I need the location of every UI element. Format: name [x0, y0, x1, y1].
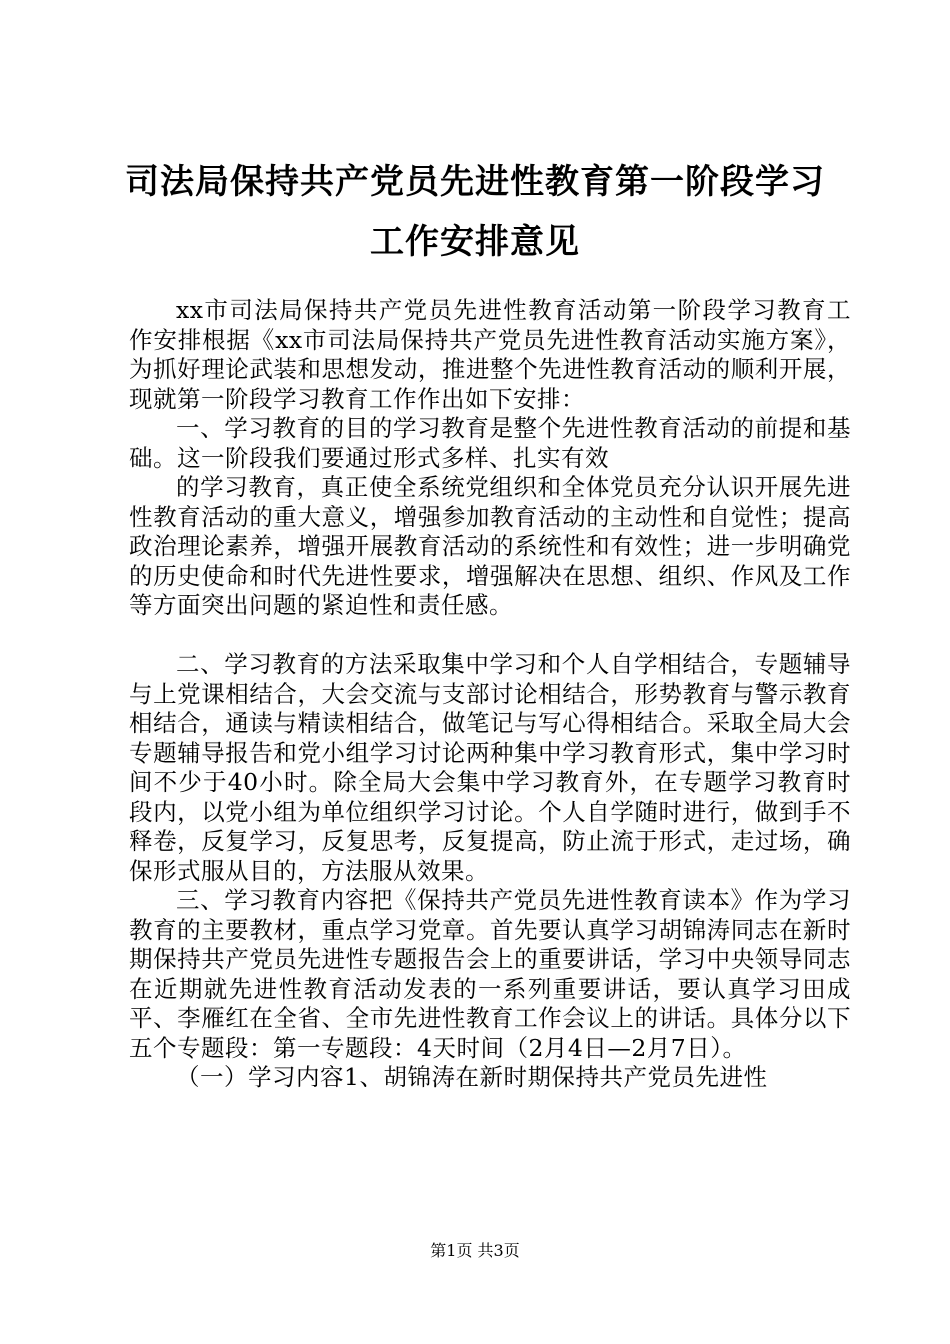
document-title: 司法局保持共产党员先进性教育第一阶段学习工作安排意见: [125, 162, 825, 262]
paragraph-section-2: 二、学习教育的方法采取集中学习和个人自学相结合，专题辅导与上党课相结合，大会交流与支部讨论相结合，形势教育与警示教育相结合，通读与精读相结合，做笔记与写心得相结合。采取全局大会专题辅导报告和党小组学习讨论两种集中学习教育形式，集中学习时间不少于40小时。除全局大会集中学习教育外，在专题学习教育时段内，以党小组为单位组织学习讨论。个人自学随时进行，做到手不释卷，反复学习，反复思考，反复提高，防止流于形式，走过场，确保形式服从目的，方法服从效果。: [129, 650, 851, 885]
paragraph-section-1-heading: 一、学习教育的目的学习教育是整个先进性教育活动的前提和基础。这一阶段我们要通过形式多样、扎实有效: [129, 414, 851, 472]
paragraph-intro: xx市司法局保持共产党员先进性教育活动第一阶段学习教育工作安排根据《xx市司法局保持共产党员先进性教育活动实施方案》，为抓好理论武装和思想发动，推进整个先进性教育活动的顺利开展，现就第一阶段学习教育工作作出如下安排：: [129, 296, 851, 413]
paragraph-section-1-body: 的学习教育，真正使全系统党组织和全体党员充分认识开展先进性教育活动的重大意义，增强参加教育活动的主动性和自觉性；提高政治理论素养，增强开展教育活动的系统性和有效性；进一步明确党的历史使命和时代先进性要求，增强解决在思想、组织、作风及工作等方面突出问题的紧迫性和责任感。: [129, 473, 851, 619]
document-body: [129, 296, 851, 1093]
paragraph-spacer: [129, 621, 851, 651]
paragraph-section-3: 三、学习教育内容把《保持共产党员先进性教育读本》作为学习教育的主要教材，重点学习党章。首先要认真学习胡锦涛同志在新时期保持共产党员先进性专题报告会上的重要讲话，学习中央领导同志在近期就先进性教育活动发表的一系列重要讲话，要认真学习田成平、李雁红在全省、全市先进性教育工作会议上的讲话。具体分以下五个专题段：第一专题段：4天时间（2月4日—2月7日）。: [129, 886, 851, 1062]
page-number-footer: 第1页 共3页: [430, 1241, 520, 1260]
paragraph-subsection-1: （一）学习内容1、胡锦涛在新时期保持共产党员先进性: [176, 1063, 768, 1091]
